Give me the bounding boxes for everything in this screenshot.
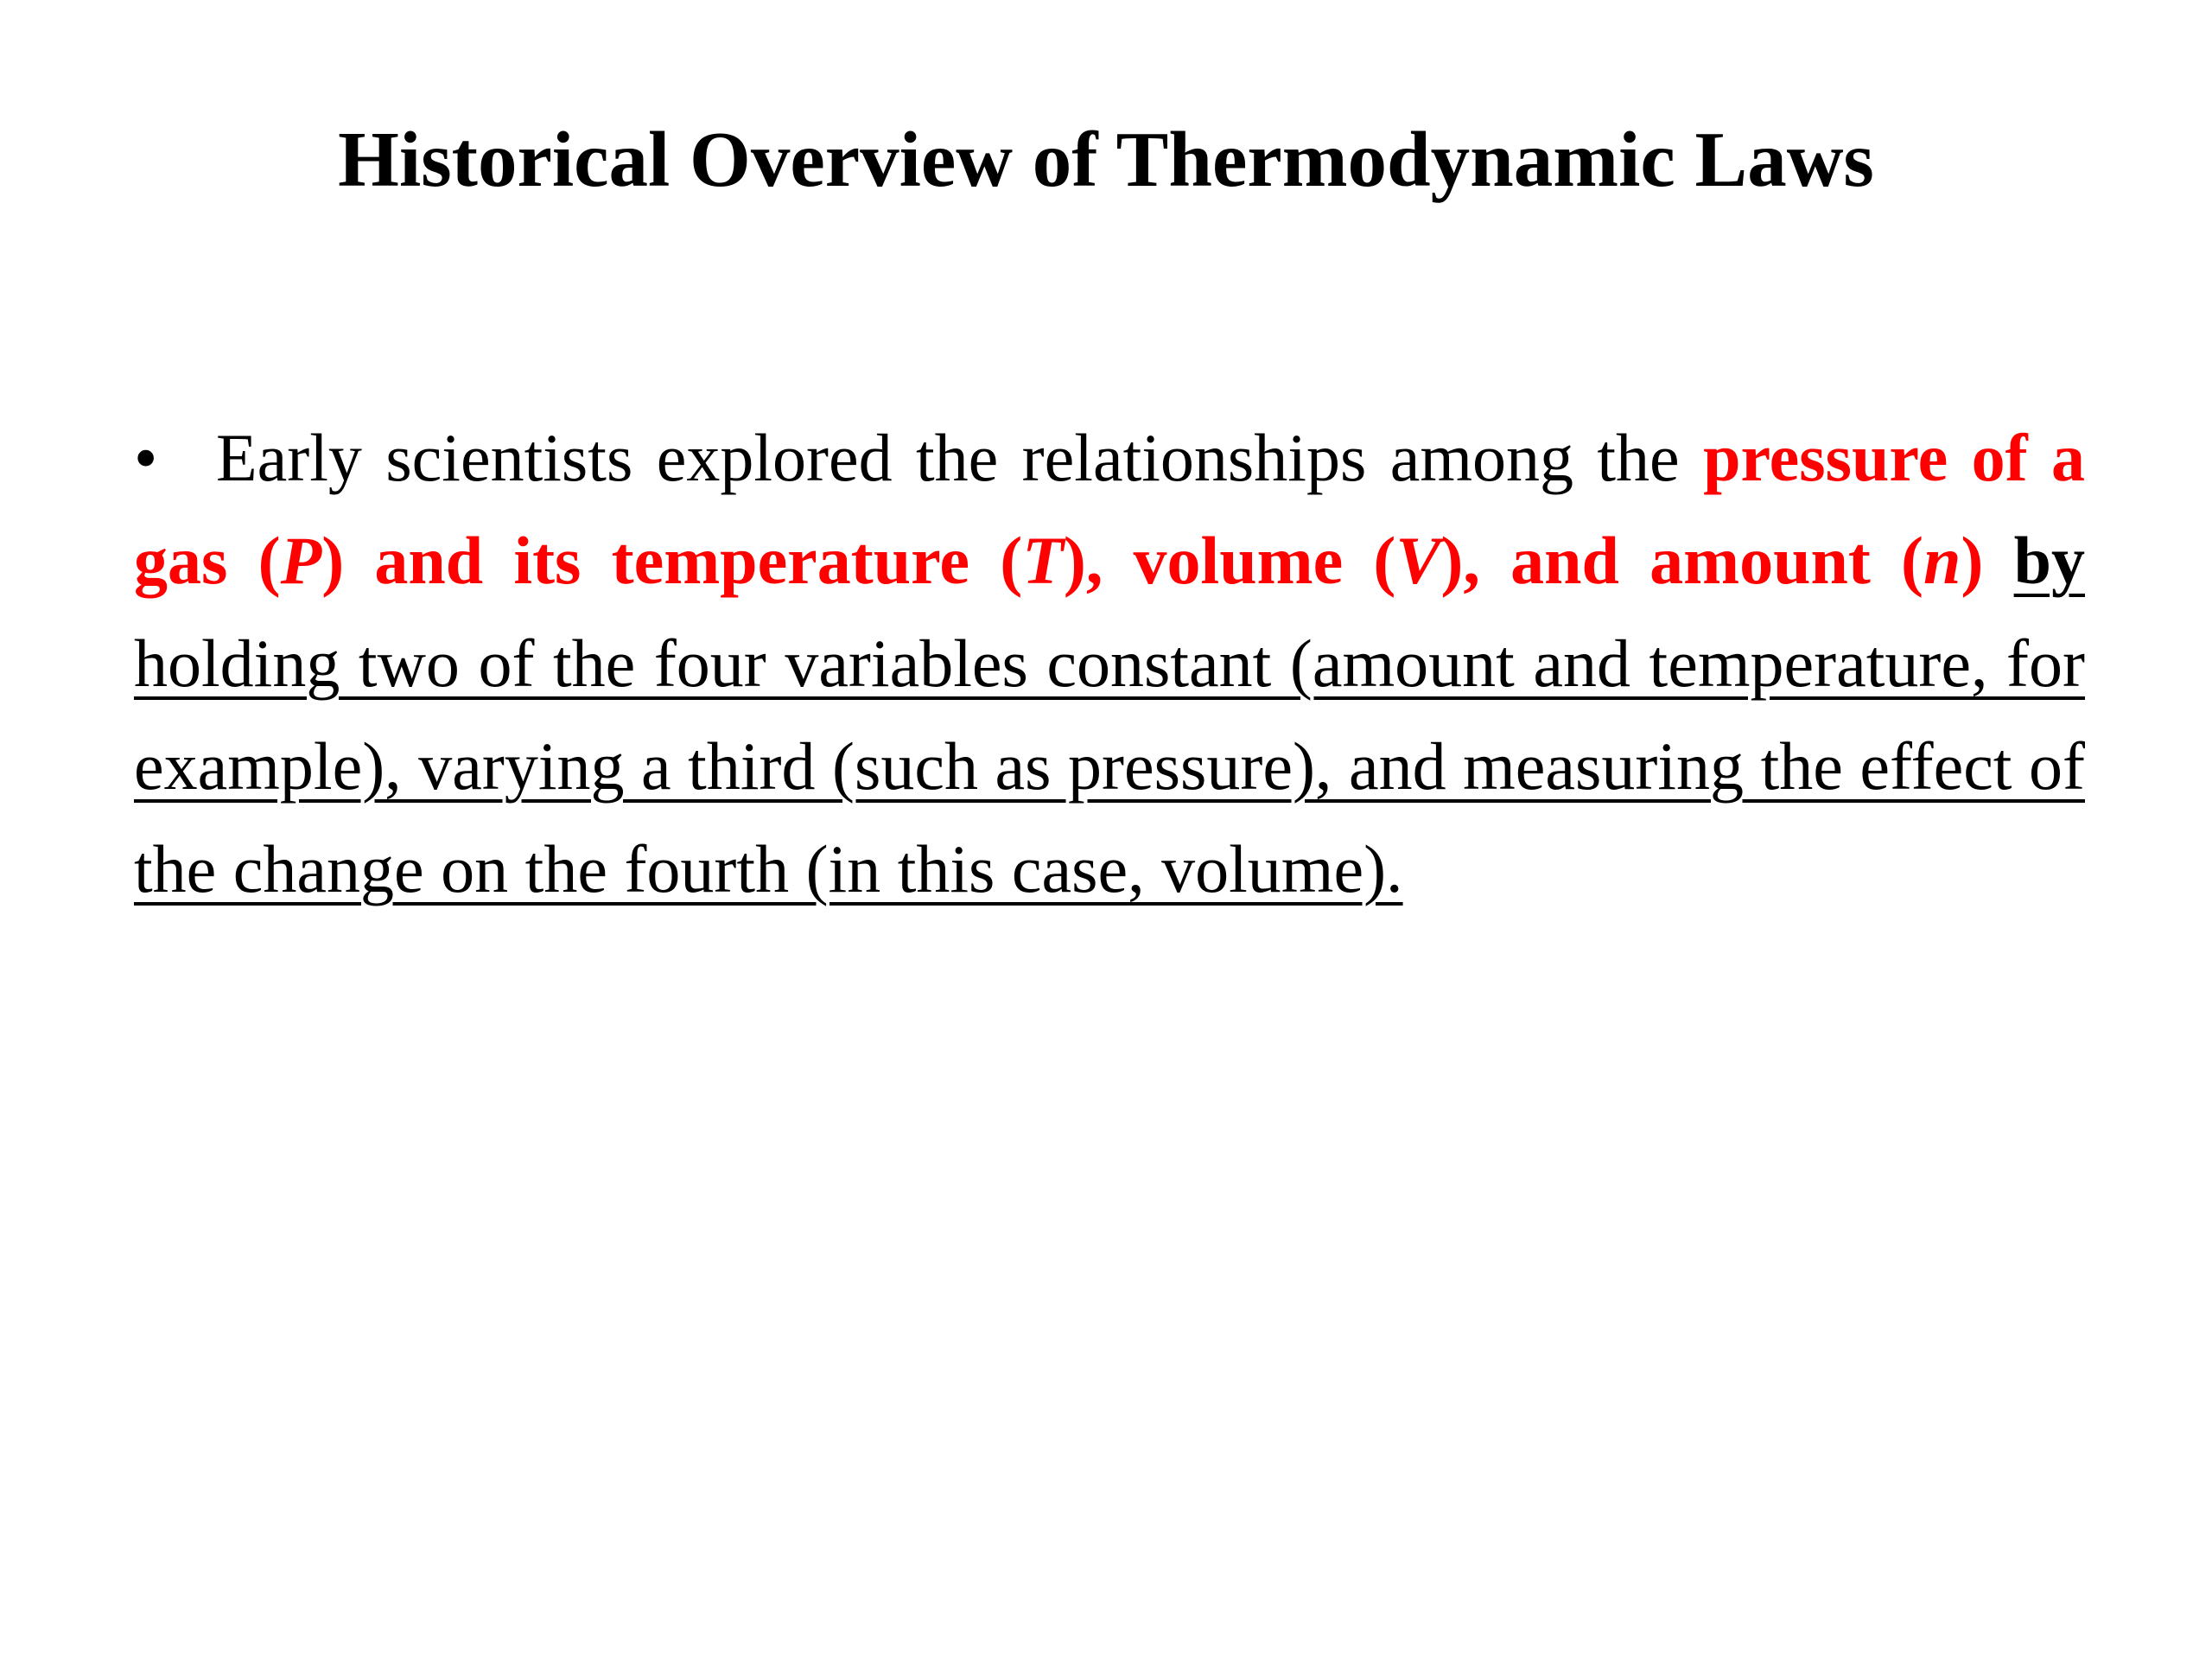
bullet-marker: • — [134, 420, 158, 495]
variable-p: P — [280, 523, 322, 598]
bullet-intro-text: Early scientists explored the relationships among the — [216, 420, 1704, 495]
bullet-point — [134, 406, 2085, 920]
highlight-part-5: ) — [1961, 523, 1984, 598]
highlight-part-1: pressure of a gas ( — [134, 420, 2086, 598]
connector-word: by — [2013, 523, 2086, 598]
slide-title: Historical Overview of Thermodynamic Laws — [338, 116, 1874, 203]
highlight-part-4: ), and amount ( — [1440, 523, 1924, 598]
highlight-part-3: ), volume ( — [1063, 523, 1396, 598]
variable-t: T — [1022, 523, 1064, 598]
highlight-part-2: ) and its temperature ( — [321, 523, 1023, 598]
variable-v: V — [1395, 523, 1441, 598]
method-description: holding two of the four variables constant (amount and temperature, for example), varying a third (such as pressure), and measuring the effect of the change on the fourth (in this case, volume). — [134, 626, 2085, 906]
variable-n: n — [1923, 523, 1961, 598]
